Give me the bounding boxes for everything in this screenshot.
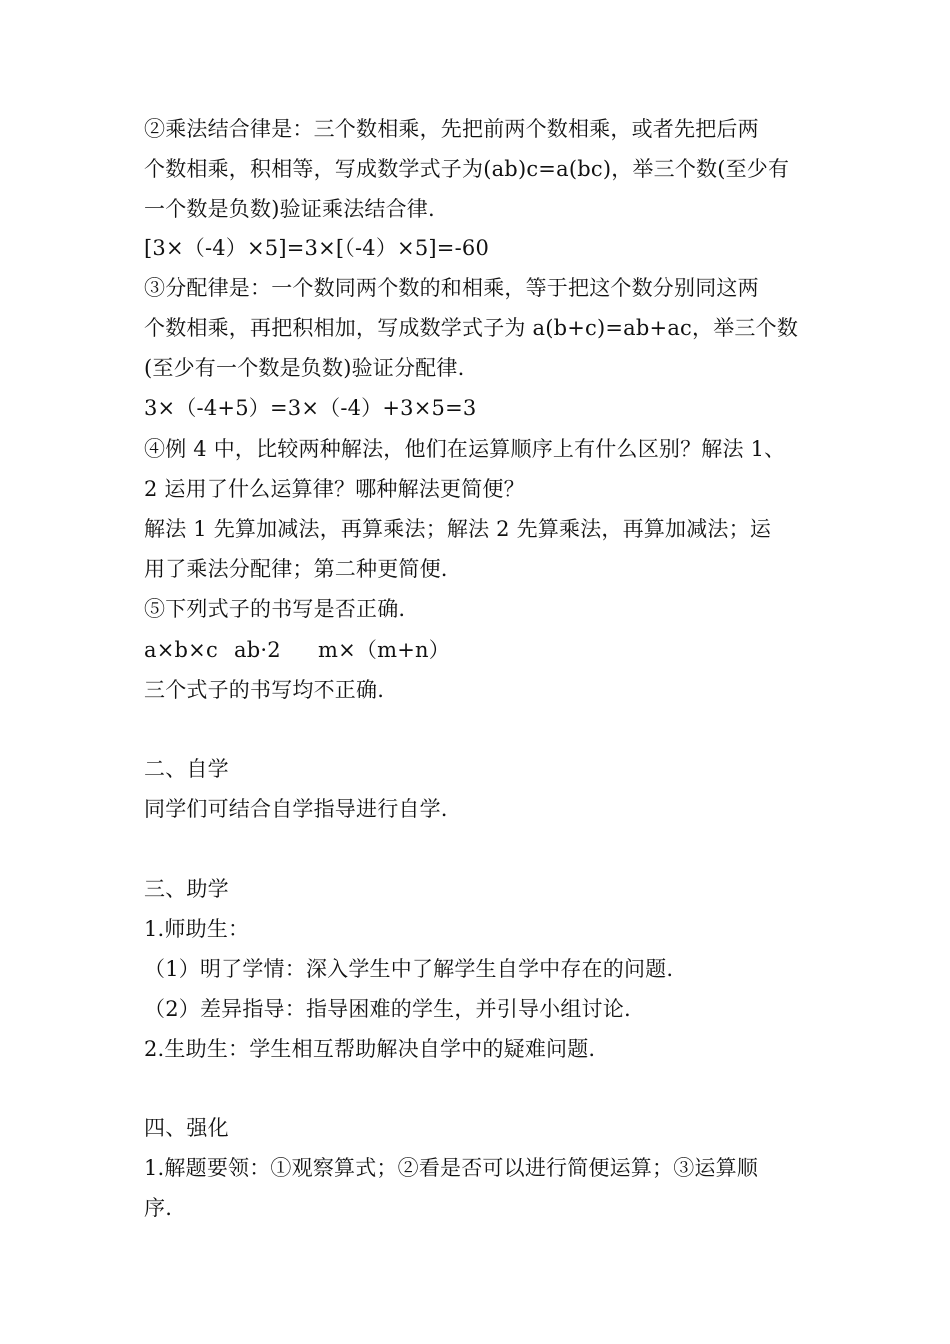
section-4-item-1-line-2: 序. <box>144 1196 173 1220</box>
distributive-law-answer: 3×（-4+5）=3×（-4）+3×5=3 <box>144 396 477 420</box>
section-3-item-1: 1.师助生： <box>144 917 250 941</box>
example4-question-line-2: 2 运用了什么运算律？哪种解法更简便？ <box>144 477 525 501</box>
section-3-heading: 三、助学 <box>144 877 229 901</box>
example4-answer-line-2: 用了乘法分配律；第二种更简便. <box>144 557 448 581</box>
section-4-heading: 四、强化 <box>144 1116 229 1140</box>
section-3-item-2: 2.生助生：学生相互帮助解决自学中的疑难问题. <box>144 1037 596 1061</box>
distributive-law-line-1: ③分配律是：一个数同两个数的和相乘，等于把这个数分别同这两 <box>144 276 759 300</box>
associative-law-line-1: ②乘法结合律是：三个数相乘，先把前两个数相乘，或者先把后两 <box>144 117 759 141</box>
notation-question: ⑤下列式子的书写是否正确. <box>144 597 406 621</box>
distributive-law-line-2: 个数相乘，再把积相加，写成数学式子为 a(b+c)=ab+ac，举三个数 <box>144 316 799 340</box>
associative-law-line-2: 个数相乘，积相等，写成数学式子为(ab)c=a(bc)，举三个数(至少有 <box>144 157 790 181</box>
notation-answer: 三个式子的书写均不正确. <box>144 678 385 702</box>
section-2-heading: 二、自学 <box>144 757 229 781</box>
expression-3: m×（m+n） <box>318 638 450 662</box>
section-2-body: 同学们可结合自学指导进行自学. <box>144 797 448 821</box>
expression-1: a×b×c <box>144 638 218 662</box>
section-3-item-1b: （2）差异指导：指导困难的学生，并引导小组讨论. <box>144 997 631 1021</box>
associative-law-answer: [3×（-4）×5]=3×[（-4）×5]=-60 <box>144 236 490 260</box>
section-3-item-1a: （1）明了学情：深入学生中了解学生自学中存在的问题. <box>144 957 674 981</box>
example4-answer-line-1: 解法 1 先算加减法，再算乘法；解法 2 先算乘法，再算加减法；运 <box>144 517 772 541</box>
associative-law-line-3: 一个数是负数)验证乘法结合律. <box>144 197 435 221</box>
expression-2: ab·2 <box>234 638 281 662</box>
section-4-item-1-line-1: 1.解题要领：①观察算式；②看是否可以进行简便运算；③运算顺 <box>144 1156 759 1180</box>
example4-question-line-1: ④例 4 中，比较两种解法，他们在运算顺序上有什么区别？解法 1、 <box>144 437 786 461</box>
distributive-law-line-3: (至少有一个数是负数)验证分配律. <box>144 356 465 380</box>
notation-expressions <box>144 635 450 665</box>
